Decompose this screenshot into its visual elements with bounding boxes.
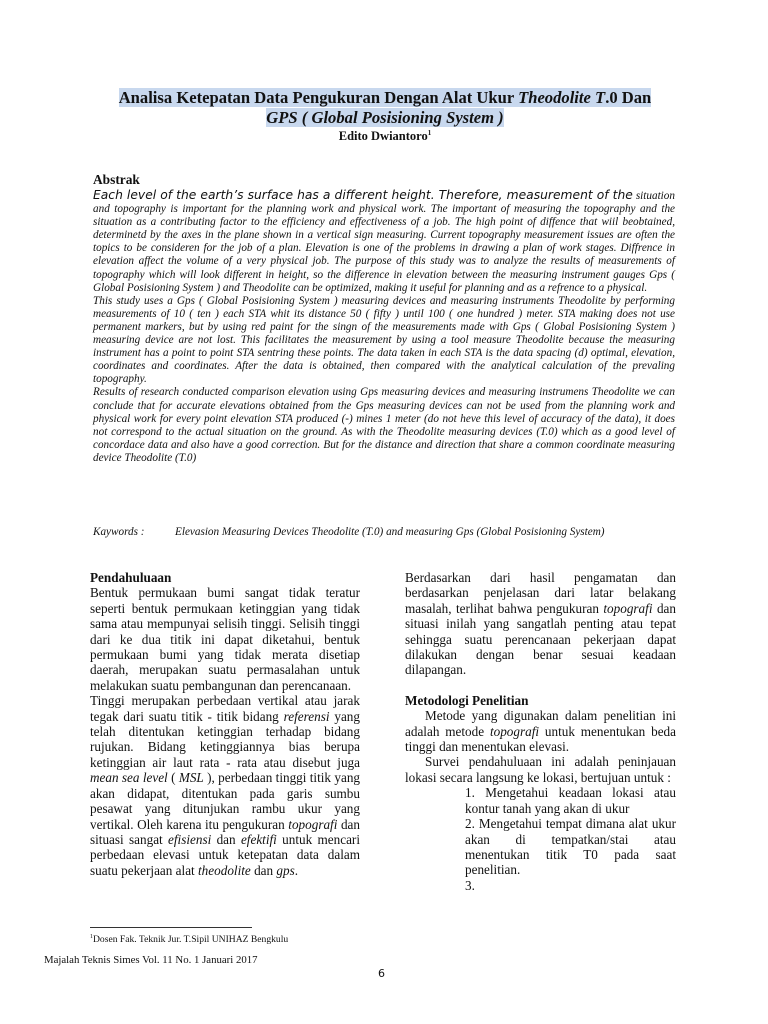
right-p1-i: topografi — [603, 600, 653, 616]
intro-p2-d: ), perbedaan tinggi titik yang akan didapat, ditentukan pada garis sumbu pesawat yang ditunjukan rambu ukur yang vertikal. Oleh karena itu pengukuran — [90, 770, 361, 832]
abstract-paragraph-1 — [93, 189, 675, 295]
author-footnote-mark: 1 — [427, 129, 432, 137]
left-column — [90, 570, 360, 878]
intro-p2-i3: MSL — [178, 770, 204, 786]
method-p1-a: Metode yang digunakan dalam penelitian ini adalah metode — [405, 708, 676, 739]
intro-p2-i7: theodolite — [198, 862, 251, 878]
abstract-p1-rest: situation and topography is important for the planning work and physical work. The important of measuring the topography and the situation as a contributing factor to the efficiency and effectiveness of a job. The high point of diffence that wiil beobtained, determinetd by the axes in the plane shown in a vertical sign measuring. Current topography measurement issues are often the topics to be consideren for the job of a plan. Elevation is one of the problems in drawing a plan of work stages. Diffrence in elevation affect the volume of a very physical job. The purpose of this study was to analyze the results of measurements of topography which will look different in height, so the difference in elevation between the measuring instrument gauges Gps ( Global Posisioning System ) and Theodolite can be optimized, making it useful for planning and as a refrence to a physical. — [93, 190, 675, 294]
footnote-text: Dosen Fak. Teknik Jur. T.Sipil UNIHAZ Bengkulu — [93, 934, 289, 946]
method-p1-b: untuk menentukan beda tinggi dan menentukan elevasi. — [405, 723, 676, 755]
intro-paragraph-2 — [90, 693, 360, 878]
intro-p2-end: . — [294, 862, 299, 878]
intro-paragraph-1: Bentuk permukaan bumi sangat tidak teratur seperti bentuk permukaan ketinggian yang tidak sama atau mempunyai selisih tinggi. Selisih tinggi dari ke dua titik ini dapat diketahui, bentuk permukaan bumi yang tidak merata disetiap daerah, merupakan suatu permasalahan untuk melakukan suatu pembangunan dan perencanaan. — [90, 585, 360, 693]
abstract-heading: Abstrak — [93, 172, 140, 187]
keywords-label: Kaywords : — [93, 526, 145, 538]
list-item: 3. — [465, 877, 475, 893]
title-line-2 — [266, 108, 503, 127]
section-heading-methodology: Metodologi Penelitian — [405, 692, 529, 708]
intro-p2-i4: topografi — [288, 816, 338, 832]
page-number: 6 — [378, 967, 385, 980]
intro-p2-i5: efisiensi — [168, 831, 212, 847]
journal-footer: Majalah Teknis Simes Vol. 11 No. 1 Januari 2017 — [44, 954, 258, 966]
method-paragraph-2: Survei pendahuluaan ini adalah peninjauan lokasi secara langsung ke lokasi, bertujuan untuk : — [405, 754, 676, 785]
abstract-body — [93, 189, 675, 465]
intro-p2-i2: mean sea level — [90, 770, 168, 786]
paper-title — [92, 88, 678, 128]
footnote — [90, 934, 288, 945]
right-column — [405, 570, 676, 893]
intro-p2-i1: referensi — [283, 708, 330, 724]
footnote-divider — [90, 927, 252, 928]
author-name: Edito Dwiantoro — [338, 129, 428, 144]
spacer — [405, 678, 676, 693]
intro-p2-g: untuk mencari perbedaan elevasi untuk ketepatan data dalam suatu pekerjaan alat — [90, 831, 360, 878]
intro-p2-b: yang telah ditentukan ketinggian terhadap bidang rujukan. Bidang ketinggiannya bias berupa ketinggian air laut rata - rata atau disebut juga — [90, 708, 360, 770]
keywords-value: Elevasion Measuring Devices Theodolite (T.0) and measuring Gps (Global Posisioning System) — [175, 526, 605, 538]
intro-p2-i8: gps — [276, 862, 295, 878]
abstract-paragraph-3: Results of research conducted comparison elevation using Gps measuring devices and measuring instrumens Theodolite we can conclude that for accurate elevations obtained from the Gps measuring devices can not be used from the planning work and physical work for every point elevation STA produced (-) mines 1 meter (do not heve this level of accuracy of the data), it does not correspond to the actual situation on the ground. As with the Theodolite measuring devices (T.0) which as a good level of concordace data and also have a good correction. But for the distance and direction that share a common coordinate measuring device Theodolite (T.0) — [93, 386, 675, 464]
intro-p2-c: ( — [167, 770, 179, 786]
survey-goals-list — [465, 785, 676, 893]
section-heading-introduction: Pendahuluaan — [90, 570, 172, 585]
right-p1-a: Berdasarkan dari hasil pengamatan dan berdasarkan penjelasan dari latar belakang masalah, terlihat bahwa pengukuran — [405, 570, 676, 616]
footnote-mark: 1 — [90, 934, 93, 940]
list-item: 2. Mengetahui tempat dimana alat ukur akan di tempatkan/stai atau menentukan titik T0 pada saat penelitian. — [465, 816, 676, 878]
right-paragraph-1 — [405, 570, 676, 678]
abstract-paragraph-2: This study uses a Gps ( Global Posisioning System ) measuring devices and measuring instruments Theodolite by performing measurements of 10 ( ten ) each STA whit its distance 50 ( fifty ) until 100 ( one hundred ) meter. STA making does not use permanent markers, but by using red paint for the singn of the measurements made with Gps ( Global Posisioning System ) measuring device are not lost. This facilitates the measurement by using a tool measure Theodolite because the measuring instrument has a point to point STA sentring these points. The data taken in each STA is the data spacing (d) optimal, elevation, coordinates and coordinates. After the data is obtained, then compared with the analytical calculation of the prevaling topography. — [93, 294, 675, 386]
list-item: 1. Mengetahui keadaan lokasi atau kontur tanah yang akan di ukur — [465, 785, 676, 816]
abstract-lead: Each level of the earth’s surface has a different height. Therefore, measurement of the — [93, 188, 633, 202]
intro-p2-i6: efektifi — [240, 831, 277, 847]
method-paragraph-1 — [405, 708, 676, 754]
method-p1-i: topografi — [489, 723, 540, 739]
right-p1-b: dan situasi inilah yang sangatlah penting atau tepat sehingga suatu perencanaan pekerjaan dapat dilakukan dengan benar sesuai keadaan dilapangan. — [405, 600, 676, 678]
title-text-2: GPS ( Global Posisioning System ) — [266, 108, 504, 127]
author-line — [92, 129, 678, 144]
intro-p2-a: Tinggi merupakan perbedaan vertikal atau jarak tegak dari suatu titik - titik bidang — [90, 693, 360, 724]
intro-p2-e: dan situasi sangat — [90, 816, 360, 847]
title-line-1 — [119, 88, 652, 107]
title-text-c: .0 Dan — [605, 88, 652, 107]
title-text-a: Analisa Ketepatan Data Pengukuran Dengan Alat Ukur — [118, 88, 519, 107]
intro-p2-f: dan — [211, 831, 241, 847]
title-text-b: Theodolite T — [518, 88, 606, 107]
intro-p2-h: dan — [250, 862, 277, 878]
